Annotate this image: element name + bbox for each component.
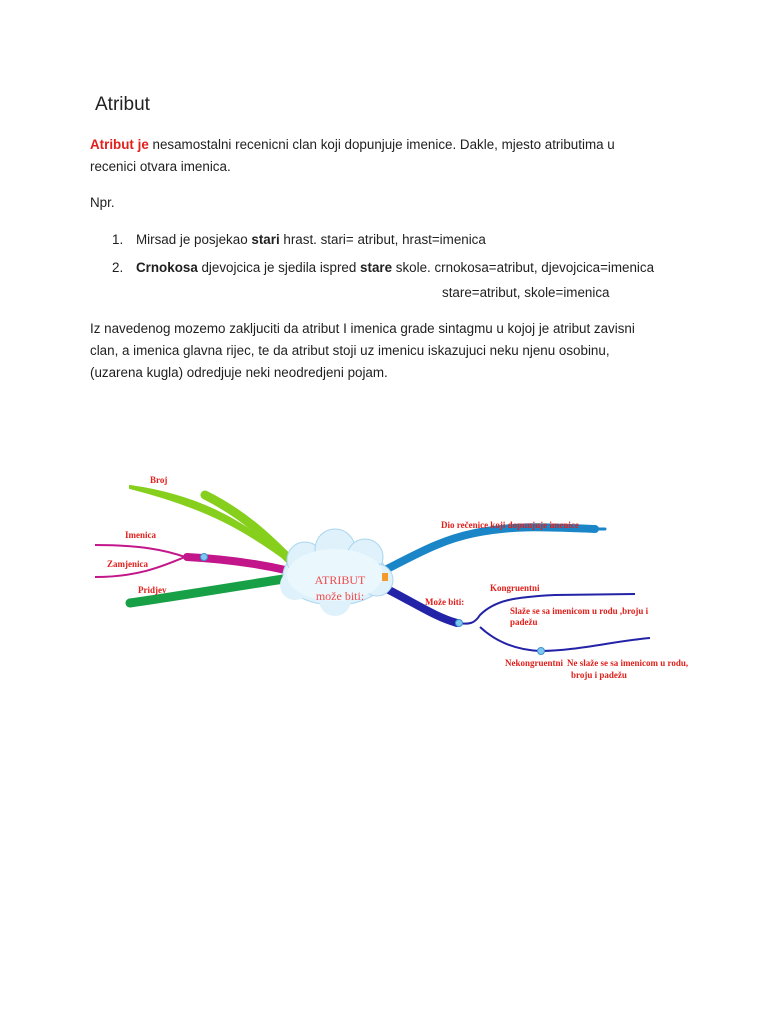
- node-dot: [201, 554, 208, 561]
- intro-line2: recenici otvara imenica.: [90, 159, 231, 174]
- node-dot: [456, 620, 463, 627]
- branch-dio: [385, 527, 595, 570]
- example-text: djevojcica je sjedila ispred: [197, 260, 361, 275]
- conclusion-line: Iz navedenog mozemo zakljuciti da atribut I imenica grade sintagmu u kojoj je atribut zavisni: [90, 321, 635, 336]
- intro-paragraph: [90, 134, 690, 178]
- label-kongruentni: Kongruentni: [490, 583, 540, 593]
- intro-highlight: Atribut je: [90, 137, 149, 152]
- label-imenica: Imenica: [125, 530, 156, 540]
- conclusion-line: (uzarena kugla) odredjuje neki neodredjeni pojam.: [90, 365, 388, 380]
- example-list: [112, 226, 654, 282]
- label-zamjenica: Zamjenica: [107, 559, 148, 569]
- example-text: Mirsad je posjekao: [136, 232, 252, 247]
- node-dot: [538, 648, 545, 655]
- list-number: 2.: [112, 260, 124, 275]
- conclusion-line: clan, a imenica glavna rijec, te da atribut stoji uz imenicu iskazujuci neku njenu osobinu,: [90, 343, 610, 358]
- cloud-accent: [382, 573, 388, 581]
- nekongruentni-desc-2: broju i padežu: [571, 670, 627, 680]
- center-label-2: može biti:: [315, 589, 365, 603]
- label-moze-biti: Može biti:: [425, 597, 465, 607]
- kongruentni-desc-1: Slaže se sa imenicom u rodu ,broju i: [510, 606, 649, 616]
- conclusion-paragraph: [90, 318, 690, 384]
- nekongruentni-desc-1: Ne slaže se sa imenicom u rodu,: [567, 658, 689, 668]
- list-item: [112, 254, 654, 282]
- branch-moze-split2: [480, 627, 650, 651]
- label-dio-recenice: Dio rečenice koji dopunjuje imenice: [441, 520, 579, 530]
- example-text: skole. crnokosa=atribut, djevojcica=imenica: [392, 260, 655, 275]
- label-pridjev: Pridjev: [138, 585, 167, 595]
- intro-line1: nesamostalni recenicni clan koji dopunjuje imenice. Dakle, mjesto atributima u: [148, 137, 615, 152]
- list-item: [112, 226, 654, 254]
- kongruentni-desc-2: padežu: [510, 617, 538, 627]
- example-text: hrast. stari= atribut, hrast=imenica: [279, 232, 486, 247]
- example-bold: Crnokosa: [136, 260, 198, 275]
- example-extra: stare=atribut, skole=imenica: [442, 285, 610, 300]
- center-label-1: ATRIBUT: [314, 573, 366, 587]
- example-bold: stari: [251, 232, 280, 247]
- list-number: 1.: [112, 232, 124, 247]
- page-title: Atribut: [95, 94, 150, 115]
- label-broj: Broj: [150, 475, 168, 485]
- example-label: Npr.: [90, 195, 115, 210]
- example-bold: stare: [360, 260, 393, 275]
- label-nekongruentni: Nekongruentni: [505, 658, 564, 668]
- mind-map-diagram: [95, 465, 705, 700]
